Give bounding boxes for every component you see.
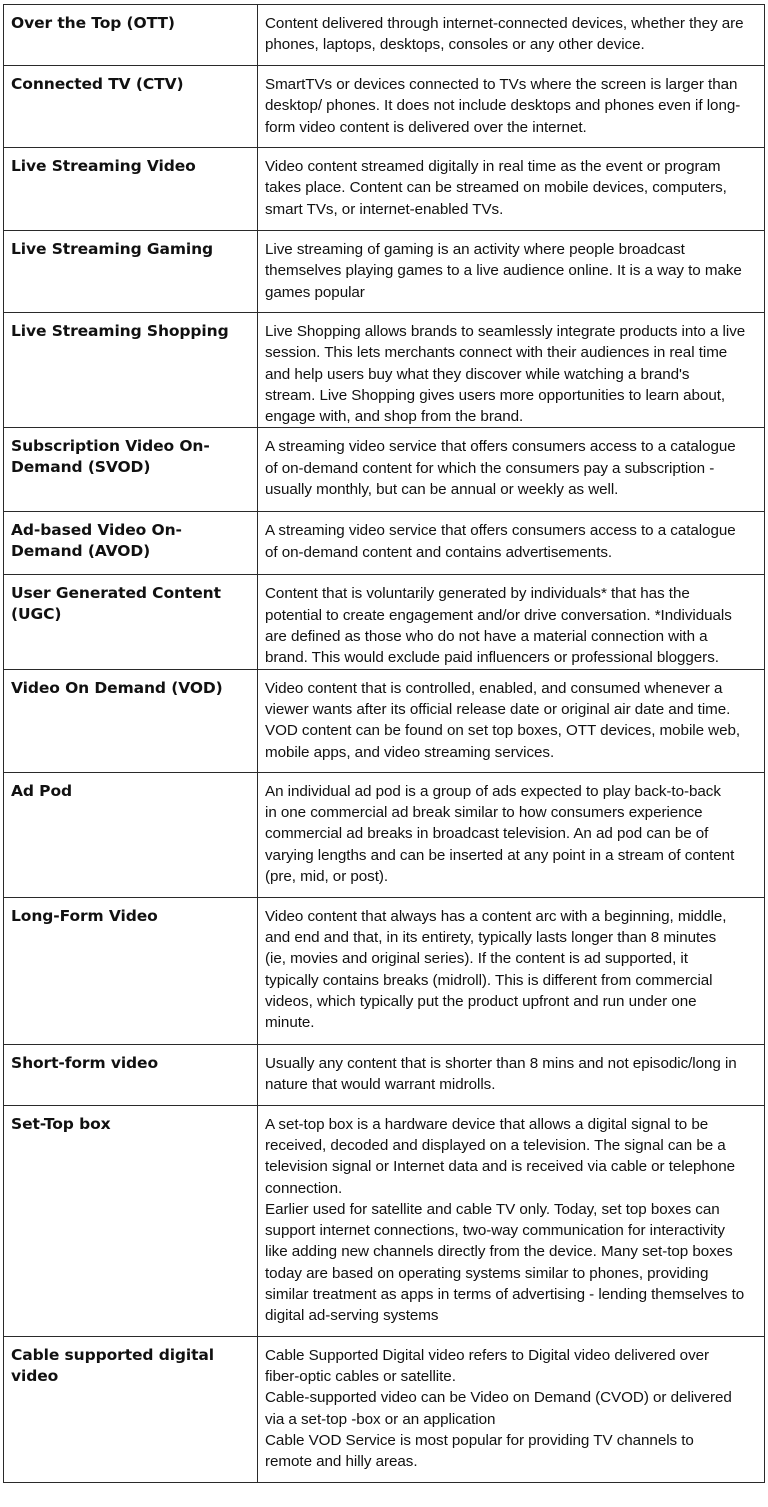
definition-text: Content that is voluntarily generated by individuals* that has the [265,585,690,603]
glossary-row [4,575,765,669]
glossary-row [4,512,765,575]
definition-text: typically contains breaks (midroll). This is different from commercial [265,971,713,989]
glossary-row [4,1336,765,1482]
definition-cell [258,1105,765,1336]
term-cell [4,5,258,66]
definition-text: Cable Supported Digital video refers to Digital video delivered over [265,1346,710,1364]
term-cell [4,1044,258,1105]
definition-text: Earlier used for satellite and cable TV only. Today, set top boxes can [265,1200,720,1218]
definition-cell [258,512,765,575]
definition-text: usually monthly, but can be annual or weekly as well. [265,481,619,499]
definition-text: An individual ad pod is a group of ads expected to play back-to-back [265,782,721,800]
definition-cell [258,897,765,1044]
definition-text: A streaming video service that offers consumers access to a catalogue [265,438,736,456]
glossary-row [4,313,765,428]
definition-text: session. This lets merchants connect with their audiences in real time [265,344,728,362]
definition-cell [258,669,765,772]
definition-cell [258,1044,765,1105]
definition-text: Cable VOD Service is most popular for providing TV channels to [265,1431,694,1449]
definition-text: today are based on operating systems similar to phones, providing [265,1264,709,1282]
definition-text: of on-demand content and contains advertisements. [265,543,613,561]
definition-text: remote and hilly areas. [265,1453,418,1471]
definition-text: like adding new channels directly from the device. Many set-top boxes [265,1243,733,1261]
definition-text: varying lengths and can be inserted at any point in a stream of content [265,846,735,864]
definition-text: Video content streamed digitally in real time as the event or program [265,158,721,175]
definition-text: phones, laptops, desktops, consoles or any other device. [265,36,645,54]
glossary-row [4,148,765,231]
glossary-row [4,5,765,66]
definition-text: and end and that, in its entirety, typically lasts longer than 8 minutes [265,928,717,946]
glossary-row [4,428,765,512]
term-cell [4,575,258,669]
term-text: Live Streaming Gaming [11,240,214,258]
definition-text: stream. Live Shopping gives users more opportunities to learn about, [265,386,726,404]
term-cell [4,148,258,231]
definition-text: games popular [265,283,365,301]
glossary-row [4,772,765,897]
definition-text: Live streaming of gaming is an activity where people broadcast [265,241,685,258]
definition-text: in one commercial ad break similar to how consumers experience [265,803,703,821]
glossary-row [4,1105,765,1336]
term-cell [4,897,258,1044]
term-text: Subscription Video On- [11,437,210,456]
term-cell [4,313,258,428]
definition-text: commercial ad breaks in broadcast television. An ad pod can be of [265,825,709,843]
glossary-row [4,231,765,313]
definition-text: nature that would warrant midrolls. [265,1075,496,1093]
term-text: Long-Form Video [11,906,158,925]
definition-cell [258,66,765,148]
definition-text: videos, which typically put the product upfront and run under one [265,992,697,1010]
term-text: Short-form video [11,1053,158,1072]
term-cell [4,772,258,897]
definition-cell [258,148,765,231]
term-text: Ad-based Video On- [11,521,182,540]
definition-text: engage with, and shop from the brand. [265,408,524,426]
definition-text: themselves playing games to a live audience online. It is a way to make [265,262,742,280]
term-cell [4,1105,258,1336]
term-text: Live Streaming Shopping [11,322,229,340]
glossary-row [4,66,765,148]
definition-text: takes place. Content can be streamed on mobile devices, computers, [265,179,727,197]
definition-text: Video content that is controlled, enabled, and consumed whenever a [265,679,723,697]
definition-cell [258,575,765,669]
definition-text: Live Shopping allows brands to seamlessly integrate products into a live [265,323,746,340]
term-text: Over the Top (OTT) [11,14,175,32]
definition-cell [258,1336,765,1482]
definition-text: VOD content can be found on set top boxes, OTT devices, mobile web, [265,722,741,740]
definition-text: SmartTVs or devices connected to TVs where the screen is larger than [265,76,738,93]
definition-text: of on-demand content for which the consumers pay a subscription - [265,459,715,477]
definition-text: digital ad-serving systems [265,1307,439,1325]
definition-text: potential to create engagement and/or drive conversation. *Individuals [265,606,732,624]
definition-text: via a set-top -box or an application [265,1410,496,1428]
glossary-row [4,1044,765,1105]
term-text: Connected TV (CTV) [11,75,184,93]
definition-text: form video content is delivered over the internet. [265,118,587,136]
term-cell [4,66,258,148]
definition-text: smart TVs, or internet-enabled TVs. [265,200,504,218]
definition-cell [258,313,765,428]
term-text: User Generated Content [11,584,221,603]
definition-text: desktop/ phones. It does not include desktops and phones even if long- [265,97,741,115]
term-text: Demand (SVOD) [11,458,151,477]
term-cell [4,231,258,313]
definition-cell [258,772,765,897]
definition-text: and help users buy what they discover while watching a brand's [265,365,690,383]
glossary-table [3,4,765,1483]
glossary-row [4,669,765,772]
definition-text: received, decoded and displayed on a television. The signal can be a [265,1136,726,1154]
term-cell [4,512,258,575]
definition-text: Video content that always has a content arc with a beginning, middle, [265,907,727,925]
definition-text: A set-top box is a hardware device that allows a digital signal to be [265,1115,709,1133]
term-text: Cable supported digital [11,1345,215,1364]
definition-text: television signal or Internet data and is received via cable or telephone [265,1158,735,1176]
definition-cell [258,428,765,512]
definition-text: Usually any content that is shorter than 8 mins and not episodic/long in [265,1054,737,1072]
glossary-row [4,897,765,1044]
definition-text: (ie, movies and original series). If the content is ad supported, it [265,950,688,968]
definition-cell [258,231,765,313]
term-text: Ad Pod [11,781,72,800]
definition-text: similar treatment as apps in terms of advertising - lending themselves to [265,1286,745,1304]
definition-text: Content delivered through internet-connected devices, whether they are [265,15,744,32]
definition-text: brand. This would exclude paid influencers or professional bloggers. [265,649,719,667]
definition-text: minute. [265,1014,315,1032]
definition-text: Cable-supported video can be Video on Demand (CVOD) or delivered [265,1389,732,1407]
definition-text: are defined as those who do not have a material connection with a [265,628,708,646]
definition-text: fiber-optic cables or satellite. [265,1367,456,1385]
definition-text: mobile apps, and video streaming services. [265,743,555,761]
term-text: Demand (AVOD) [11,542,151,561]
term-text: Live Streaming Video [11,157,196,175]
term-cell [4,669,258,772]
term-text: (UGC) [11,605,62,624]
term-text: video [11,1366,59,1385]
term-cell [4,428,258,512]
term-text: Video On Demand (VOD) [11,678,223,697]
definition-text: A streaming video service that offers consumers access to a catalogue [265,522,736,540]
definition-cell [258,5,765,66]
definition-text: connection. [265,1179,343,1197]
definition-text: (pre, mid, or post). [265,867,389,885]
definition-text: viewer wants after its official release date or original air date and time. [265,700,731,718]
definition-text: support internet connections, two-way communication for interactivity [265,1222,725,1240]
glossary-body [4,5,765,1483]
term-cell [4,1336,258,1482]
term-text: Set-Top box [11,1114,111,1133]
